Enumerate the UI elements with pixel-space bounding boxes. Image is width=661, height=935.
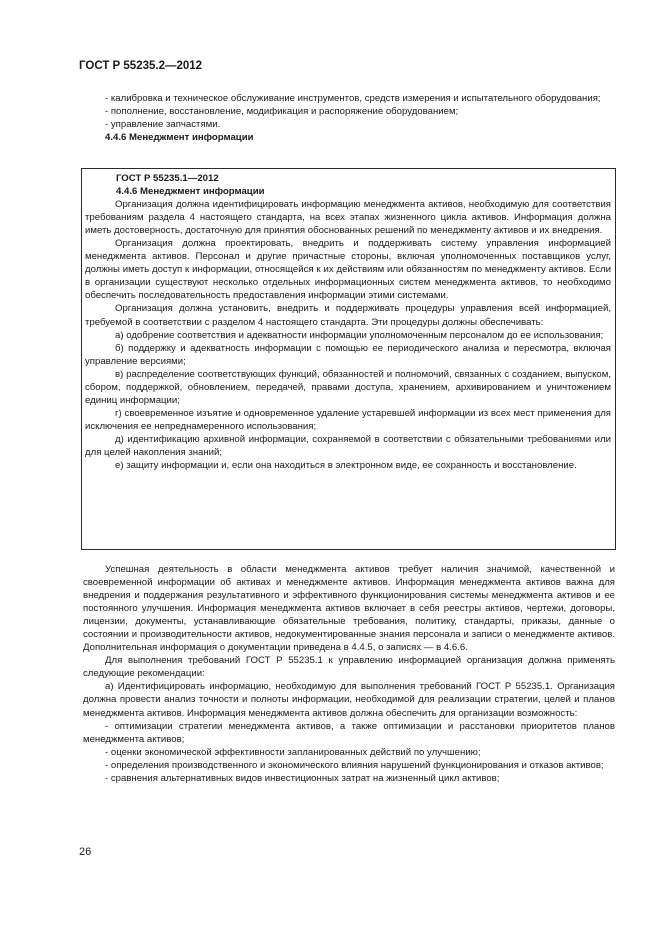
list-item: - сравнения альтернативных видов инвестиционных затрат на жизненный цикл активов; <box>105 772 500 784</box>
quoted-list-item: д) идентификацию архивной информации, сохраняемой в соответствии с обязательными требованиями или для целей накопления знаний; <box>85 433 611 458</box>
list-item: - определения производственного и экономического влияния нарушений функционирования и отказов активов; <box>105 759 604 771</box>
list-item: - пополнение, восстановление, модификация и распоряжение оборудованием; <box>105 106 459 118</box>
body-text <box>83 563 615 785</box>
quoted-standard-text <box>85 172 611 472</box>
quoted-paragraph: Организация должна идентифицировать информацию менеджмента активов, необходимую для соответствия требованиям раздела 4 настоящего стандарта, на всех этапах жизненного цикла активов. Информация должна иметь достоверность, достаточную для принятия обоснованных решений по менеджменту активов и их внедрения. <box>85 199 611 237</box>
quoted-section-heading: 4.4.6 Менеджмент информации <box>116 186 265 198</box>
section-heading: 4.4.6 Менеджмент информации <box>105 132 254 144</box>
quoted-list-item: б) поддержку и адекватность информации с помощью ее периодического анализа и пересмотра, включая управление версиями; <box>85 342 611 367</box>
quoted-list-item: в) распределение соответствующих функций, обязанностей и полномочий, связанных с созданием, выпуском, сбором, поддержкой, обновлением, передачей, правами доступа, хранением, архивированием и уничтожением единиц информации; <box>85 368 611 406</box>
body-paragraph: Успешная деятельность в области менеджмента активов требует наличия значимой, качественной и своевременной информации об активах и менеджменте активов. Информация менеджмента активов важна для внедрения и поддержания результативного и эффективного функционирования системы менеджмента активов и ее постоянного улучшения. Информация менеджмента активов включает в себя реестры активов, чертежи, договоры, лицензии, документы, устанавливающие обязательные требования, политику, стандарты, приказы, данные о состоянии и производительности активов, недокументированные знания персонала и записи о менеджменте активов. Дополнительная информация о документации приведена в 4.4.5, о записях — в 4.6.6. <box>83 564 615 654</box>
list-item: - оценки экономической эффективности запланированных действий по улучшению; <box>105 746 481 758</box>
page-number: 26 <box>79 846 92 858</box>
quoted-paragraph: Организация должна установить, внедрить и поддерживать процедуры управления всей информацией, требуемой в соответствии с разделом 4 настоящего стандарта. Эти процедуры должны обеспечивать: <box>85 303 611 328</box>
body-paragraph: а) Идентифицировать информацию, необходимую для выполнения требований ГОСТ Р 55235.1. Организация должна провести анализ точности и полноты информации, необходимой для реализации стратегии, целей и планов менеджмента активов. Информация менеджмента активов должна обеспечить для организации возможность: <box>83 681 615 719</box>
list-item: - оптимизации стратегии менеджмента активов, а также оптимизации и расстановки приоритетов планов менеджмента активов; <box>83 720 615 745</box>
document-header: ГОСТ Р 55235.2—2012 <box>79 60 203 72</box>
quoted-list-item: е) защиту информации и, если она находиться в электронном виде, ее сохранность и восстановление. <box>115 460 577 472</box>
list-item: - управление запчастями. <box>105 119 221 131</box>
quoted-list-item: г) своевременное изъятие и одновременное удаление устаревшей информации из всех мест применения для исключения ее непреднамеренного использования; <box>85 407 611 432</box>
intro-list <box>83 92 615 144</box>
list-item: - калибровка и техническое обслуживание инструментов, средств измерения и испытательного оборудования; <box>105 93 601 104</box>
quoted-paragraph: Организация должна проектировать, внедрить и поддерживать систему управления информацией менеджмента активов. Персонал и другие причастные стороны, включая уполномоченных поставщиков услуг, должны иметь доступ к информации, относящейся к их действиям или обязанностям по менеджменту активов. Если в организации существуют несколько отдельных информационных систем менеджмента активов, то необходимо обеспечить последовательность предоставления информации этими системами. <box>85 238 611 302</box>
quoted-list-item: а) одобрение соответствия и адекватности информации уполномоченным персоналом до ее использования; <box>115 329 604 341</box>
body-paragraph: Для выполнения требований ГОСТ Р 55235.1 к управлению информацией организация должна применять следующие рекомендации: <box>83 655 615 680</box>
quoted-standard-title: ГОСТ Р 55235.1—2012 <box>116 173 219 184</box>
